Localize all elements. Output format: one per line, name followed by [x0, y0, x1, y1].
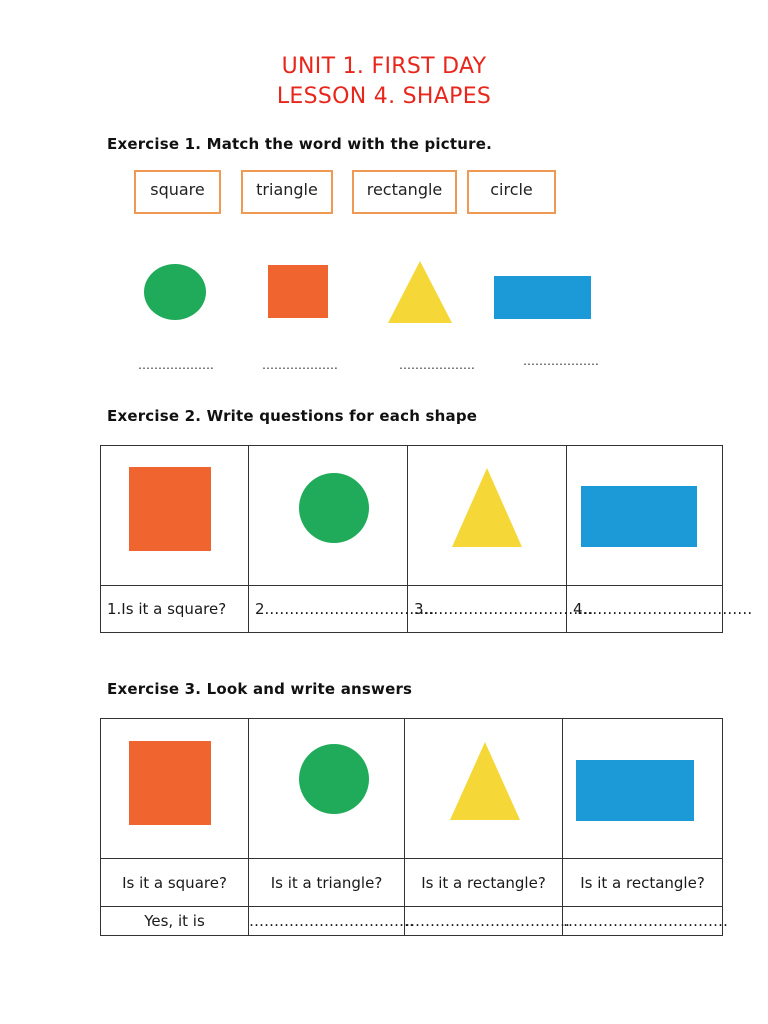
yellow-triangle-shape [450, 742, 520, 820]
question-cell: Is it a rectangle? [563, 859, 723, 907]
shape-cell [567, 446, 723, 586]
answer-cell[interactable]: …………………………… [563, 907, 723, 936]
word-box-square: square [134, 170, 221, 214]
shape-cell [405, 719, 563, 859]
answer-blank: ………………. [523, 354, 599, 368]
question-cell: Is it a square? [101, 859, 249, 907]
exercise-3-table [100, 718, 728, 936]
answer-blank: ………………. [262, 358, 338, 372]
shape-cell [101, 719, 249, 859]
orange-square-shape [129, 741, 211, 825]
green-circle-shape [144, 264, 206, 320]
yellow-triangle-shape [452, 468, 522, 547]
exercise-2-heading: Exercise 2. Write questions for each shape [107, 407, 478, 425]
question-cell[interactable]: 3.…………………………… [408, 586, 567, 633]
exercise-3-heading: Exercise 3. Look and write answers [107, 680, 413, 698]
shape-cell [101, 446, 249, 586]
shape-cell [249, 446, 408, 586]
shape-cell [249, 719, 405, 859]
answer-blank: ………………. [138, 358, 214, 372]
question-cell[interactable]: 4.…………………………… [567, 586, 723, 633]
yellow-triangle-shape [388, 261, 452, 323]
question-cell[interactable]: 2.…………………………… [249, 586, 408, 633]
shape-cell [563, 719, 723, 859]
shape-cell [408, 446, 567, 586]
question-cell: 1.Is it a square? [101, 586, 249, 633]
answer-cell[interactable]: …………………………… [249, 907, 405, 936]
page-title: UNIT 1. FIRST DAY [281, 54, 487, 79]
blue-rectangle-shape [581, 486, 697, 547]
answer-blank: ………………. [399, 358, 475, 372]
question-cell: Is it a triangle? [249, 859, 405, 907]
green-circle-shape [299, 473, 369, 543]
question-cell: Is it a rectangle? [405, 859, 563, 907]
exercise-2-table [100, 445, 753, 633]
word-box-rectangle: rectangle [352, 170, 457, 214]
page-subtitle: LESSON 4. SHAPES [276, 84, 492, 109]
orange-square-shape [268, 265, 328, 318]
answer-cell: Yes, it is [101, 907, 249, 936]
answer-cell[interactable]: …………………………… [405, 907, 563, 936]
word-box-circle: circle [467, 170, 556, 214]
blue-rectangle-shape [576, 760, 694, 821]
orange-square-shape [129, 467, 211, 551]
green-circle-shape [299, 744, 369, 814]
word-box-triangle: triangle [241, 170, 333, 214]
exercise-1-heading: Exercise 1. Match the word with the picture. [107, 135, 492, 153]
blue-rectangle-shape [494, 276, 591, 319]
